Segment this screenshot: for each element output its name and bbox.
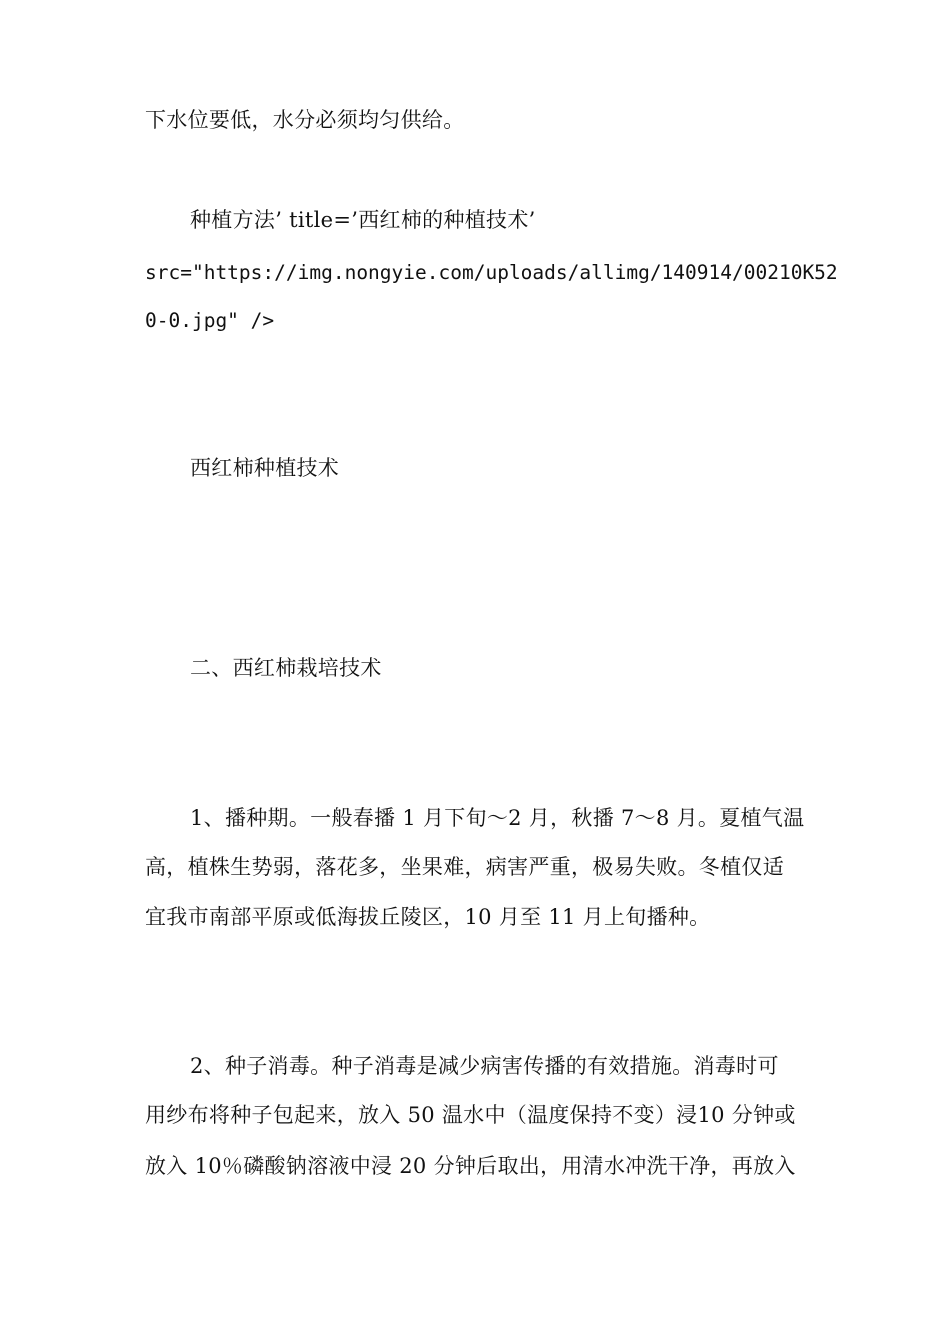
paragraph-line: 2、种子消毒。种子消毒是减少病害传播的有效措施。消毒时可 <box>190 1054 779 1078</box>
paragraph-line: 0-0.jpg" /> <box>145 309 275 332</box>
paragraph-line: 用纱布将种子包起来，放入 50 温水中（温度保持不变）浸10 分钟或 <box>145 1103 796 1127</box>
paragraph-line: 1、播种期。一般春播 1 月下旬～2 月，秋播 7～8 月。夏植气温 <box>190 806 805 830</box>
paragraph-line: 放入 10％磷酸钠溶液中浸 20 分钟后取出，用清水冲洗干净，再放入 <box>145 1154 796 1178</box>
paragraph-line: 高，植株生势弱，落花多，坐果难，病害严重，极易失败。冬植仅适 <box>145 855 784 879</box>
section-heading: 西红柿种植技术 <box>190 456 340 480</box>
paragraph-line: 种植方法’ title=’西红柿的种植技术’ <box>190 208 536 232</box>
paragraph-line: 下水位要低，水分必须均匀供给。 <box>145 108 465 132</box>
section-heading: 二、西红柿栽培技术 <box>190 656 382 680</box>
paragraph-line: src="https://img.nongyie.com/uploads/allimg/140914/00210K52 <box>145 261 838 284</box>
paragraph-line: 宜我市南部平原或低海拔丘陵区，10 月至 11 月上旬播种。 <box>145 905 711 929</box>
